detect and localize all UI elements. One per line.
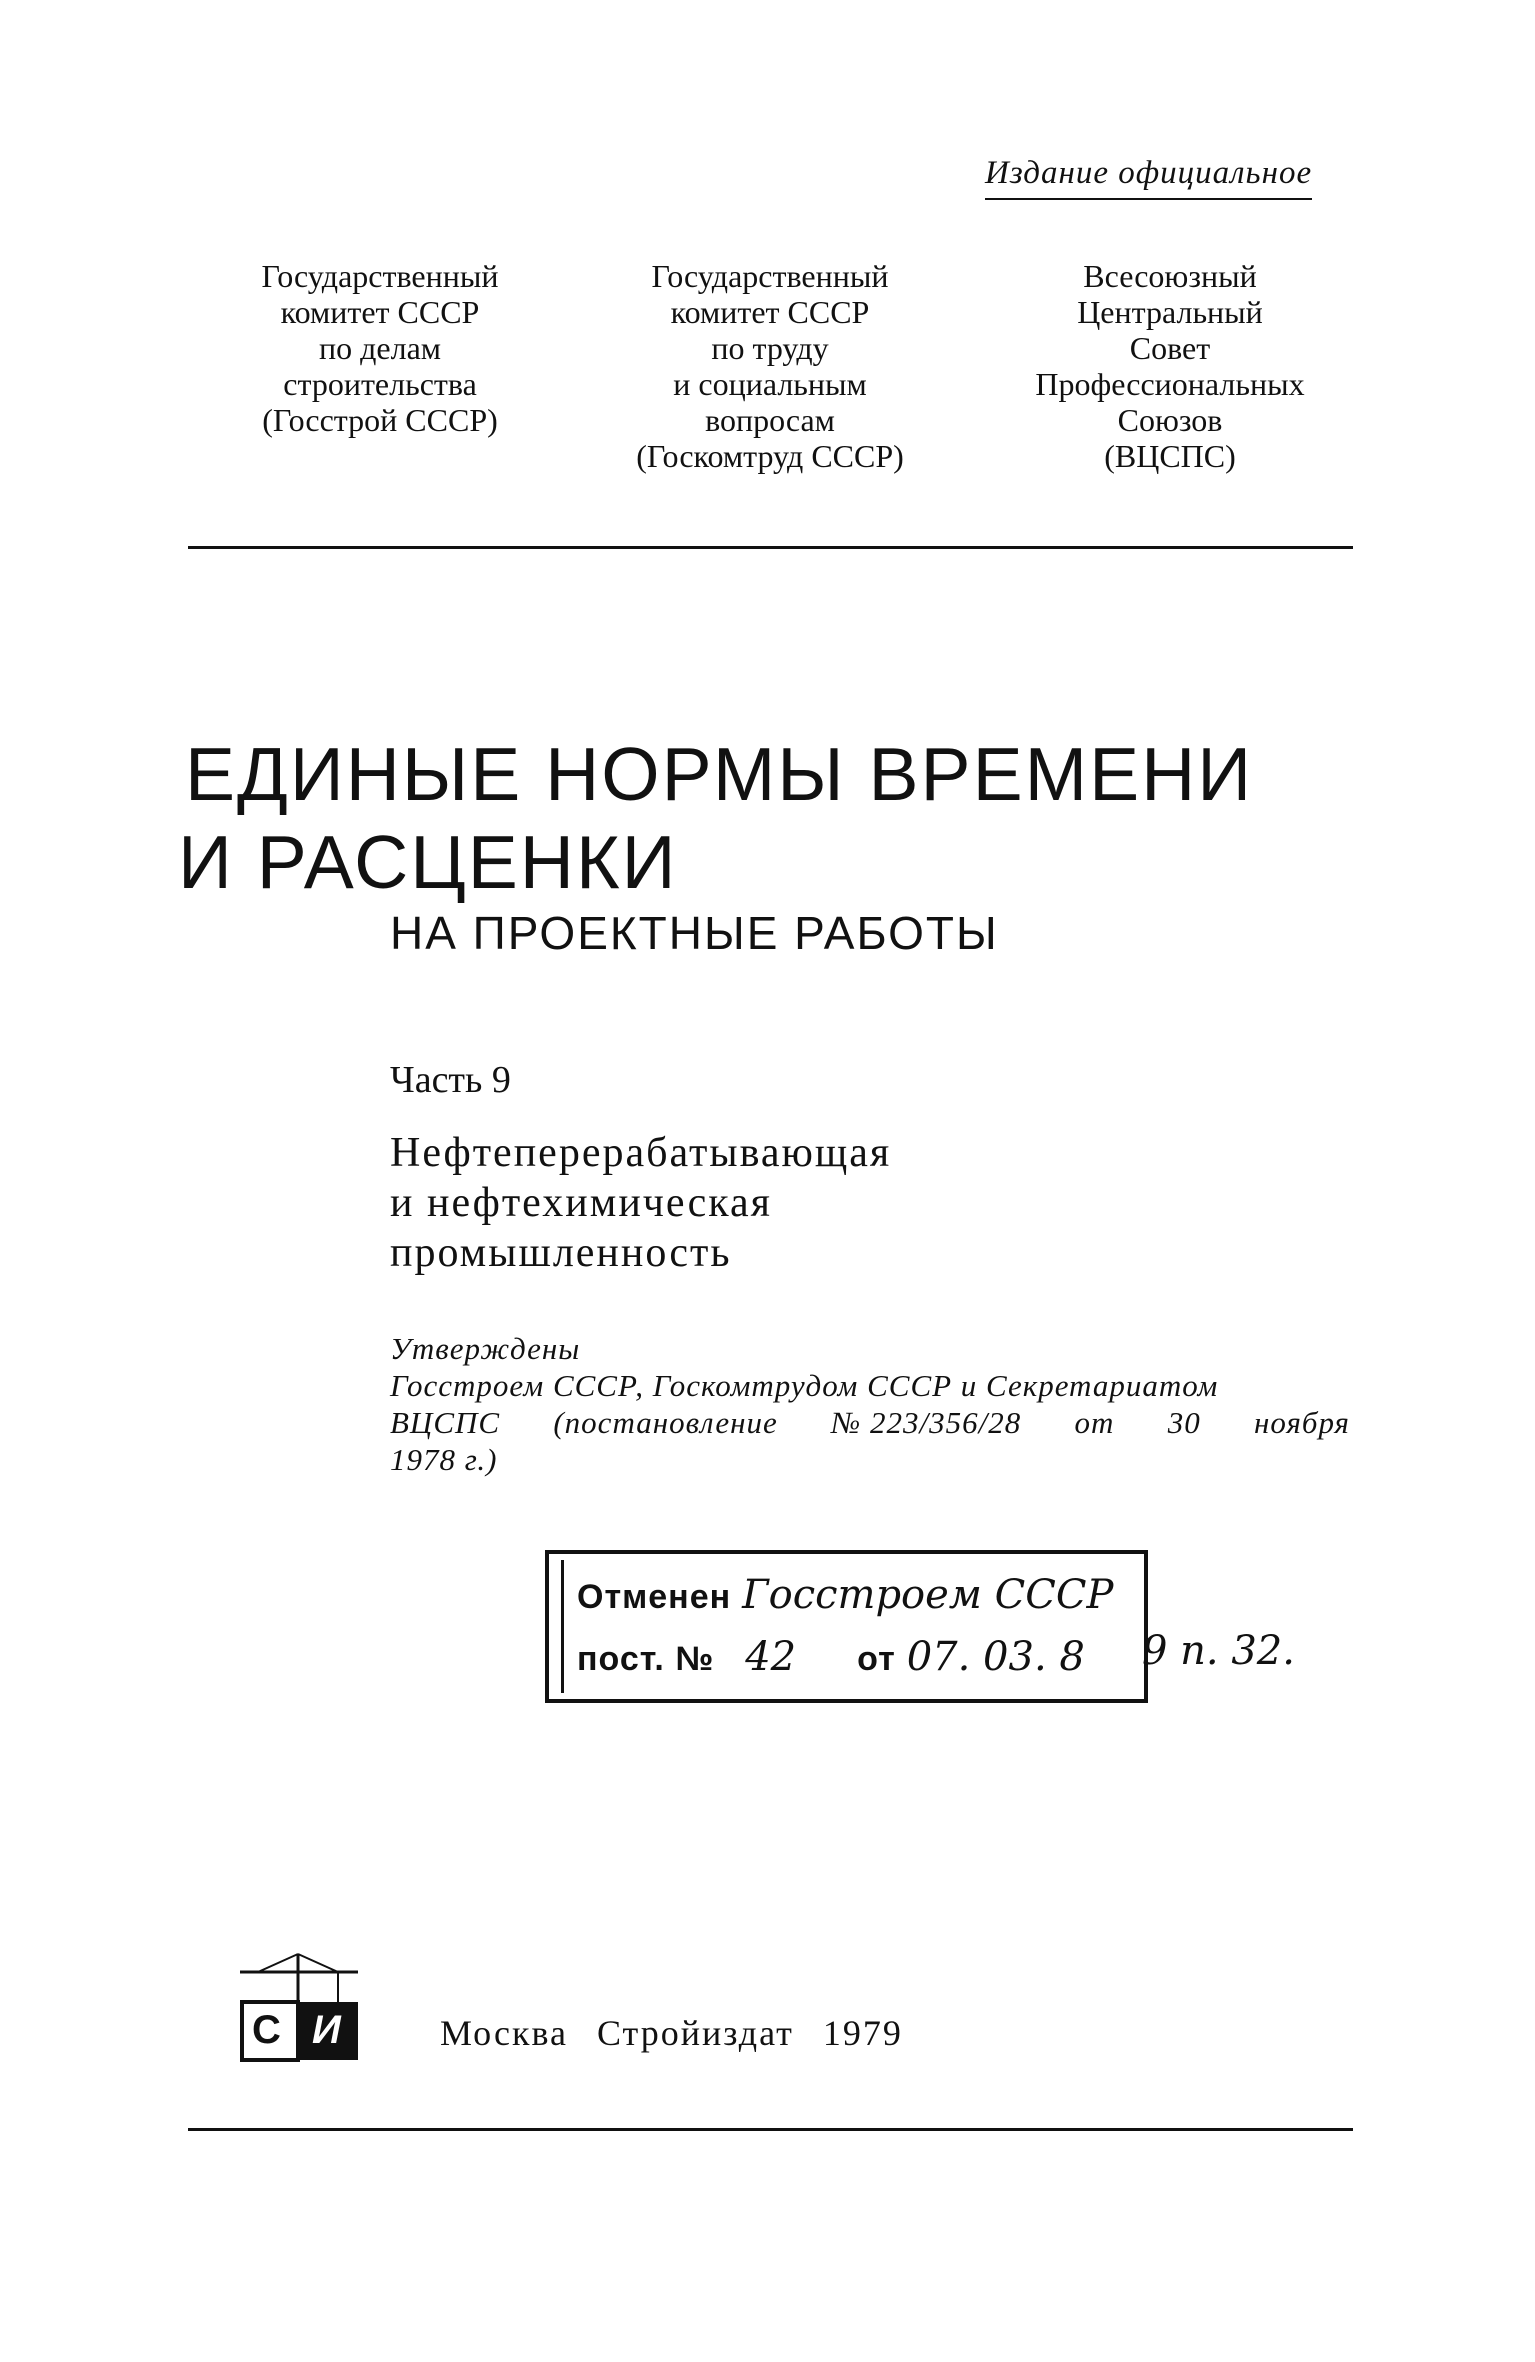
imprint: Москва Стройиздат 1979: [440, 2013, 903, 2053]
org-line: Государственный: [651, 258, 889, 294]
industry-line: и нефтехимическая: [390, 1180, 772, 1226]
stamp-print-text: от: [857, 1640, 896, 1678]
stamp-handwriting: 42: [745, 1634, 797, 1680]
approval-line: 1978 г.): [390, 1442, 498, 1477]
logo-letter: С: [252, 2008, 281, 2052]
subtitle: НА ПРОЕКТНЫЕ РАБОТЫ: [390, 907, 999, 959]
org-line: по труду: [711, 330, 829, 366]
publisher-logo: [238, 1950, 368, 2065]
org-line: Всесоюзный: [1083, 258, 1257, 294]
approval-word: № 223/356/28: [831, 1405, 1022, 1440]
org-line: по делам: [318, 330, 442, 366]
bottom-divider: [188, 2128, 1353, 2131]
org-vcsps: [990, 258, 1350, 474]
approval-word: ВЦСПС: [390, 1405, 501, 1440]
approval-block: [390, 1330, 1350, 1478]
title-line-2: И РАСЦЕНКИ: [178, 820, 678, 904]
org-line: и социальным: [673, 366, 867, 402]
stamp-line-2: [577, 1630, 1085, 1681]
approval-line: [390, 1404, 1350, 1441]
org-line: комитет СССР: [280, 294, 480, 330]
cancellation-stamp: [545, 1550, 1148, 1703]
org-line: (Госстрой СССР): [262, 402, 498, 438]
org-line: комитет СССР: [670, 294, 870, 330]
org-line: (ВЦСПС): [1104, 438, 1236, 474]
org-line: Центральный: [1077, 294, 1263, 330]
top-divider: [188, 546, 1353, 549]
title-line-1: ЕДИНЫЕ НОРМЫ ВРЕМЕНИ: [185, 732, 1254, 816]
org-line: Совет: [1129, 330, 1211, 366]
stamp-handwriting-tail: 9 п. 32.: [1142, 1628, 1295, 1674]
approval-line: Госстроем СССР, Госкомтрудом СССР и Секретариатом: [390, 1368, 1219, 1403]
edition-label: Издание официальное: [985, 155, 1312, 200]
industry-line: промышленность: [390, 1230, 732, 1276]
stamp-line-1: [577, 1568, 1113, 1619]
approval-label: Утверждены: [390, 1331, 581, 1366]
org-line: (Госкомтруд СССР): [636, 438, 904, 474]
org-line: Профессиональных: [1035, 366, 1305, 402]
stamp-print-text: Отменен: [577, 1578, 732, 1616]
logo-letter: И: [312, 2008, 341, 2052]
org-line: Государственный: [261, 258, 499, 294]
org-line: Союзов: [1117, 402, 1223, 438]
org-gosstroy: [200, 258, 560, 438]
industry-line: Нефтеперерабатывающая: [390, 1130, 892, 1176]
approval-word: от: [1074, 1405, 1115, 1440]
org-line: строительства: [283, 366, 477, 402]
stamp-handwriting: 07. 03. 8: [906, 1634, 1085, 1680]
org-line: вопросам: [705, 402, 835, 438]
stamp-print-text: пост. №: [577, 1640, 715, 1678]
stamp-handwriting: Госстроем СССР: [742, 1572, 1114, 1618]
part-number: Часть 9: [390, 1059, 511, 1101]
industry-title: [390, 1128, 891, 1278]
org-goskomtrud: [590, 258, 950, 474]
approval-word: ноября: [1253, 1405, 1350, 1440]
approval-word: (постановление: [553, 1405, 778, 1440]
approval-word: 30: [1167, 1405, 1201, 1440]
